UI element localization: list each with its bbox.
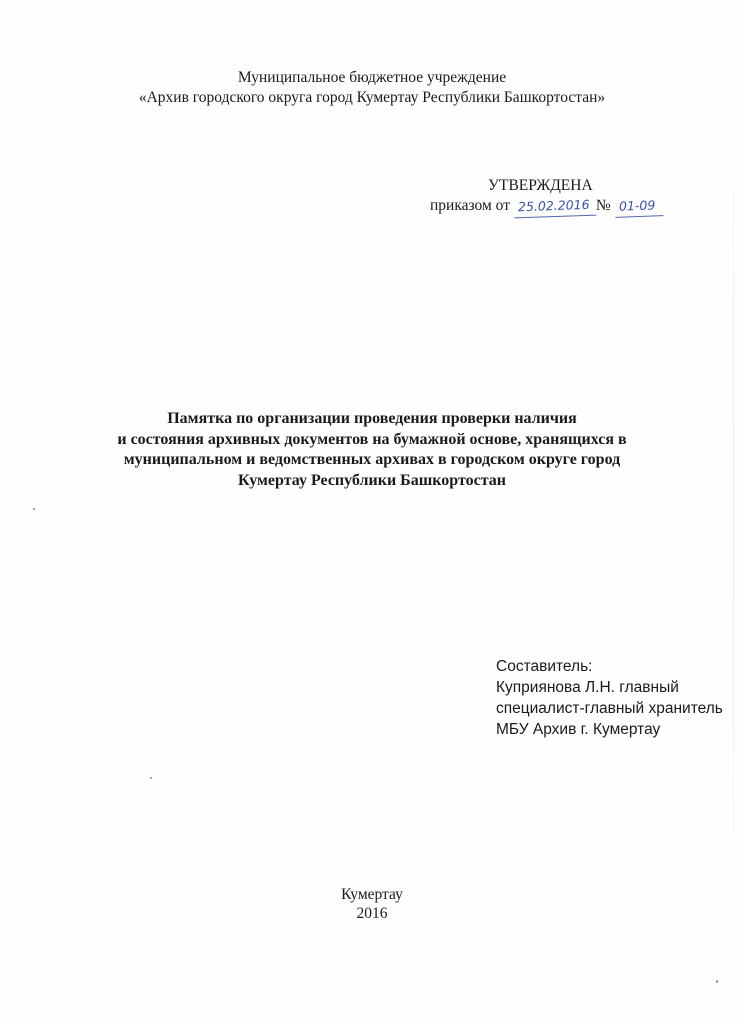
footer-city: Кумертау	[341, 886, 403, 903]
number-sign: №	[595, 197, 611, 214]
scan-speck	[33, 508, 35, 510]
document-title-line-2: и состояния архивных документов на бумажной основе, хранящихся в	[117, 430, 627, 448]
approval-block	[430, 176, 730, 217]
institution-header	[0, 68, 744, 108]
footer-year: 2016	[356, 905, 388, 922]
approval-order-line	[430, 196, 730, 217]
document-title-line-4: Кумертау Республики Башкортостан	[238, 471, 506, 489]
compiler-label: Составитель:	[496, 658, 593, 675]
footer-place-year	[0, 885, 744, 923]
compiler-line-1: Куприянова Л.Н. главный	[496, 679, 679, 696]
approval-title: УТВЕРЖДЕНА	[488, 177, 593, 194]
institution-line-2: «Архив городского округа город Кумертау Республики Башкортостан»	[138, 89, 606, 106]
compiler-line-3: МБУ Архив г. Кумертау	[496, 721, 661, 738]
scan-speck	[716, 980, 718, 983]
institution-line-1: Муниципальное бюджетное учреждение	[237, 69, 507, 86]
compiler-line-2: специалист-главный хранитель	[496, 700, 723, 717]
document-title	[100, 409, 644, 491]
handwritten-order-number: 01-09	[614, 195, 663, 218]
order-prefix: приказом от	[430, 197, 511, 214]
compiler-block	[496, 656, 736, 740]
document-title-line-1: Памятка по организации проведения проверки наличия	[167, 410, 577, 427]
scan-speck	[150, 777, 152, 779]
scan-edge-shadow	[733, 0, 734, 1024]
handwritten-order-date: 25.02.2016	[514, 195, 597, 219]
document-title-line-3: муниципальном и ведомственных архивах в городском округе город	[123, 451, 621, 468]
